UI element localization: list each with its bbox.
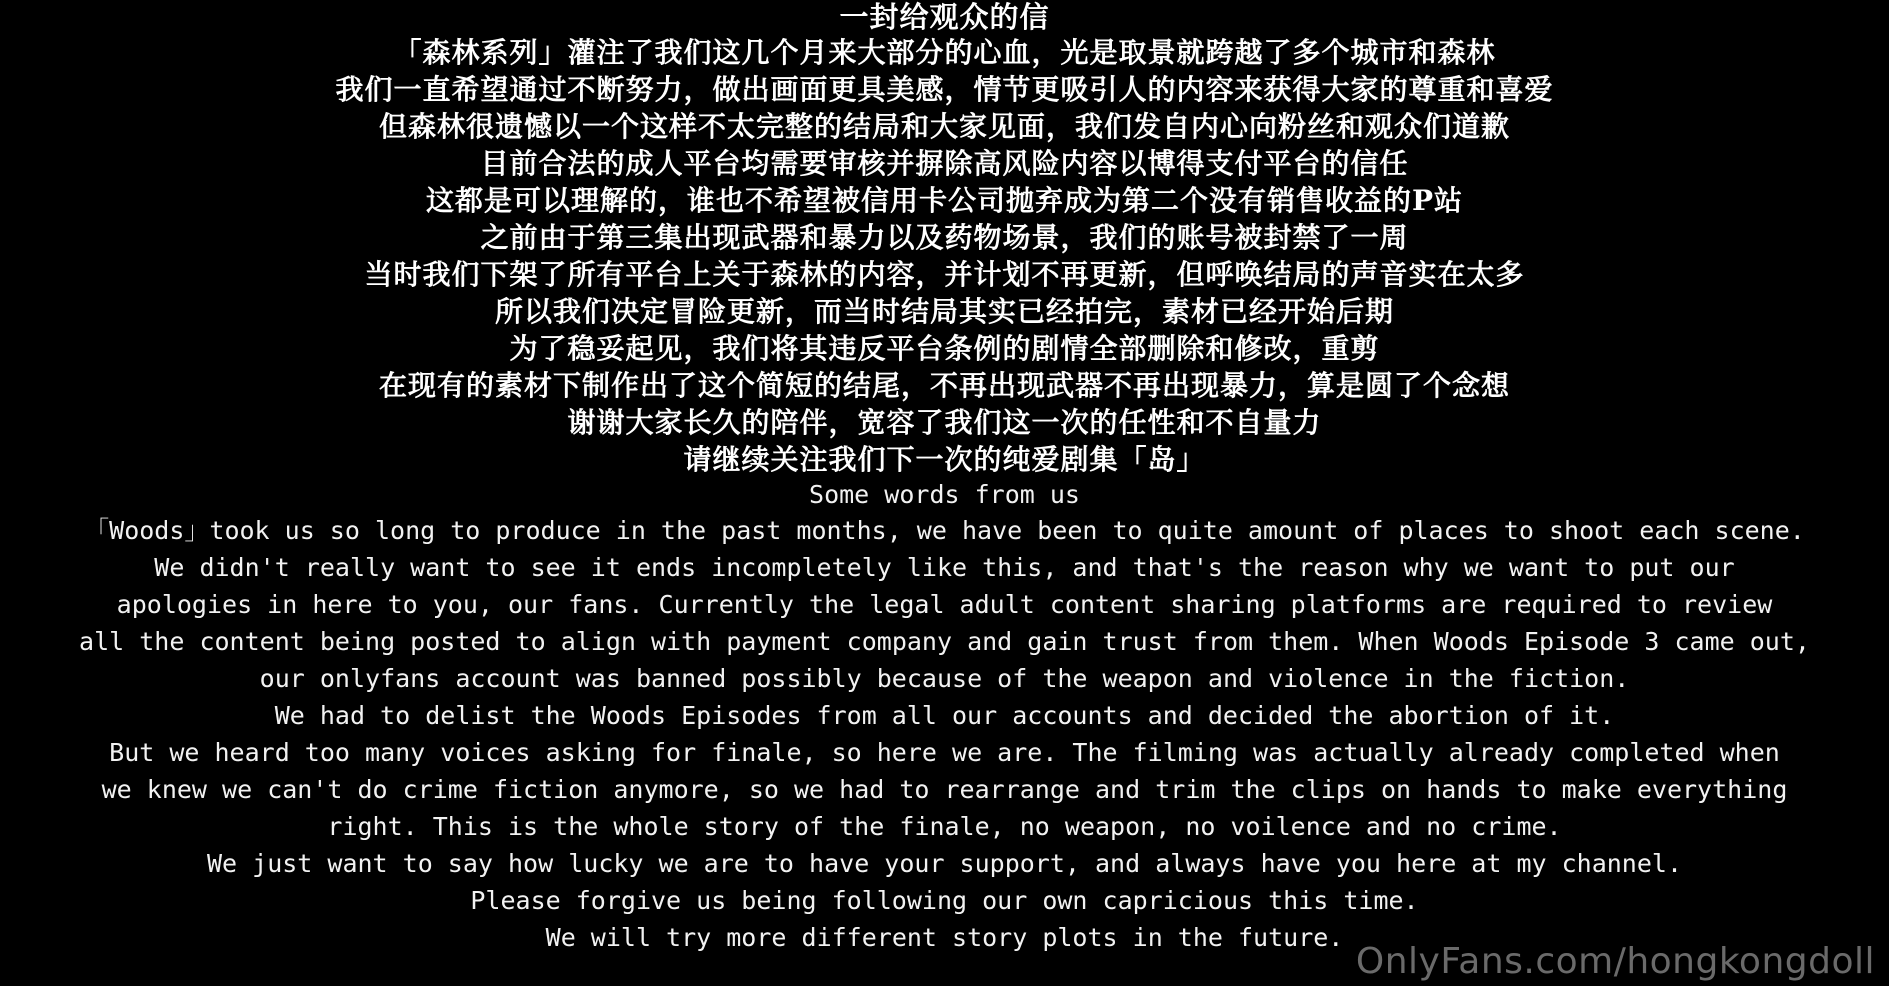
chinese-line: 目前合法的成人平台均需要审核并摒除高风险内容以博得支付平台的信任 xyxy=(480,147,1409,180)
chinese-line: 在现有的素材下制作出了这个简短的结尾，不再出现武器不再出现暴力，算是圆了个念想 xyxy=(378,369,1510,402)
english-line: We will try more different story plots in the future. xyxy=(545,923,1344,952)
chinese-line: 之前由于第三集出现武器和暴力以及药物场景，我们的账号被封禁了一周 xyxy=(480,221,1409,254)
english-line: all the content being posted to align with payment company and gain trust from them. When Woods Episode 3 came out, xyxy=(79,627,1810,656)
chinese-line: 为了稳妥起见，我们将其违反平台条例的剧情全部删除和修改，重剪 xyxy=(509,332,1380,365)
english-line: We didn't really want to see it ends incompletely like this, and that's the reason why we want to put our xyxy=(154,553,1735,582)
english-section xyxy=(4,478,1885,956)
english-line: But we heard too many voices asking for finale, so here we are. The filming was actually already completed when xyxy=(109,738,1780,767)
english-line: we knew we can't do crime fiction anymore, so we had to rearrange and trim the clips on hands to make everything xyxy=(101,775,1788,804)
chinese-line: 谢谢大家长久的陪伴，宽容了我们这一次的任性和不自量力 xyxy=(567,406,1322,439)
english-line: We had to delist the Woods Episodes from all our accounts and decided the abortion of it. xyxy=(274,701,1615,730)
chinese-line: 「森林系列」灌注了我们这几个月来大部分的心血，光是取景就跨越了多个城市和森林 xyxy=(393,36,1496,69)
english-line: right. This is the whole story of the finale, no weapon, no voilence and no crime. xyxy=(327,812,1562,841)
chinese-line: 我们一直希望通过不断努力，做出画面更具美感，情节更吸引人的内容来获得大家的尊重和喜爱 xyxy=(335,73,1554,106)
english-line: Please forgive us being following our own capricious this time. xyxy=(470,886,1419,915)
chinese-line: 请继续关注我们下一次的纯爱剧集「岛」 xyxy=(683,443,1206,476)
chinese-line: 所以我们决定冒险更新，而当时结局其实已经拍完，素材已经开始后期 xyxy=(494,295,1394,328)
english-line: our onlyfans account was banned possibly because of the weapon and violence in the fiction. xyxy=(259,664,1630,693)
chinese-title: 一封给观众的信 xyxy=(839,0,1050,34)
english-title: Some words from us xyxy=(809,480,1080,509)
english-line: We just want to say how lucky we are to have your support, and always have you here at my channel. xyxy=(206,849,1683,878)
chinese-line: 当时我们下架了所有平台上关于森林的内容，并计划不再更新，但呼唤结局的声音实在太多 xyxy=(364,258,1525,291)
chinese-section xyxy=(4,0,1885,478)
watermark: OnlyFans.com/hongkongdoll xyxy=(1355,941,1875,982)
english-line: 「Woods」took us so long to produce in the past months, we have been to quite amount of places to shoot each scene. xyxy=(84,516,1805,545)
chinese-line: 这都是可以理解的，谁也不希望被信用卡公司抛弃成为第二个没有销售收益的P站 xyxy=(425,184,1464,217)
english-line: apologies in here to you, our fans. Currently the legal adult content sharing platforms are required to review xyxy=(116,590,1773,619)
chinese-line: 但森林很遗憾以一个这样不太完整的结局和大家见面，我们发自内心向粉丝和观众们道歉 xyxy=(378,110,1510,143)
